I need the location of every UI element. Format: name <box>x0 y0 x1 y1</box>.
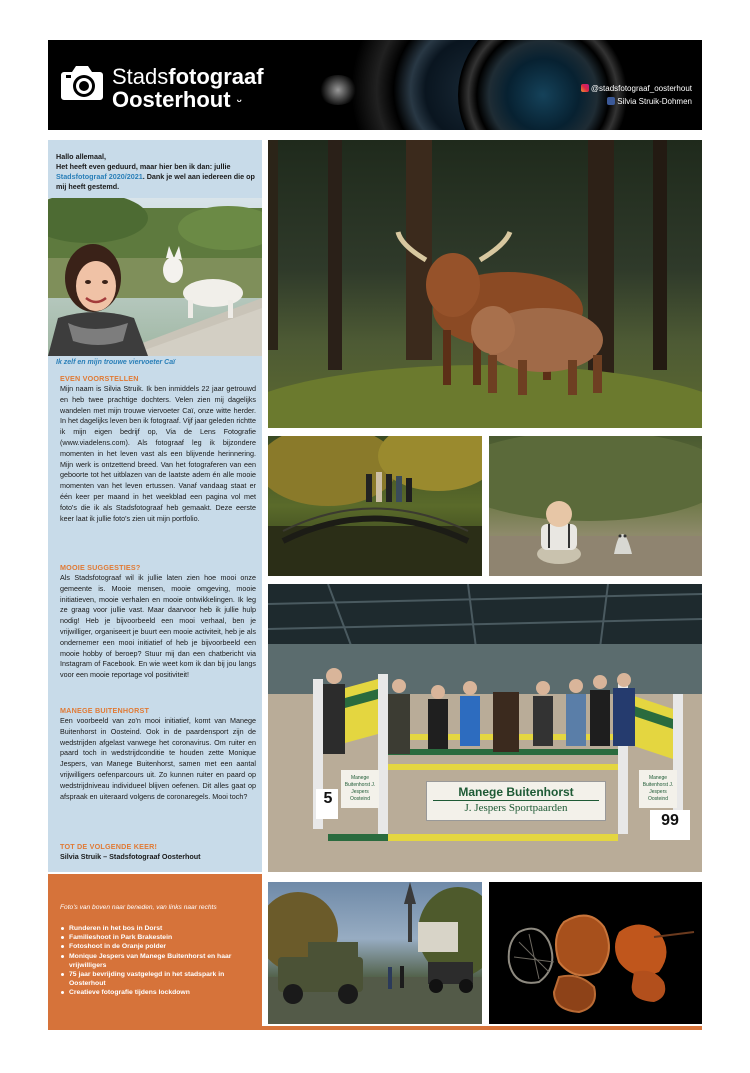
brand-logo-text <box>112 66 264 111</box>
section-title-voorstellen: EVEN VOORSTELLEN <box>60 374 139 383</box>
photo-baby-polder <box>489 436 702 576</box>
instagram-handle: @stadsfotograaf_oosterhout <box>590 84 692 93</box>
photo-credits-panel <box>48 874 262 1026</box>
section-body-manege: Een voorbeeld van zo'n mooi initiatief, komt van Manege Buitenhorst in Oosteind. Ook in de paardensport zijn de wedstrijden afgelast vanwege het coronavirus. Om ruiter en paard toch in wedstrijdconditie te houden zette Monique Jespers, van Manege Buitenhorst, samen met een aantal vrijwilligers oefenparcours uit. Zo kunnen ruiter en paard op wedstrijdniveau individueel blijven oefenen. Dit alles gaat op afspraak en uiteraard volgens de coronaregels. Mooi toch? <box>60 716 256 801</box>
photo-liberation-park <box>268 882 482 1024</box>
section-title-tot-de-volgende-keer: TOT DE VOLGENDE KEER! <box>60 842 158 851</box>
photo-credit-item: Creatieve fotografie tijdens lockdown <box>60 988 256 997</box>
arena-number-left: 5 <box>323 790 333 807</box>
bottom-accent-bar <box>48 1026 702 1030</box>
photo-credit-item: Familieshoot in Park Brakestein <box>60 933 256 942</box>
photo-credit-item: 75 jaar bevrijding vastgelegd in het stadspark in Oosterhout <box>60 970 256 988</box>
lens-flare <box>318 75 358 105</box>
photo-credits-list <box>60 924 256 998</box>
intro-highlight: Stadsfotograaf 2020/2021 <box>56 172 143 181</box>
section-title-suggesties: MOOIE SUGGESTIES? <box>60 563 141 572</box>
social-handles <box>581 82 692 108</box>
portrait-caption: Ik zelf en mijn trouwe viervoeter Caï <box>56 359 176 366</box>
arena-sign-small-left: Manege Buitenhorst J. Jespers Oosteind <box>341 770 379 808</box>
photo-credit-item: Runderen in het bos in Dorst <box>60 924 256 933</box>
intro-greeting: Hallo allemaal, <box>56 152 106 161</box>
signoff: Silvia Struik – Stadsfotograaf Oosterhout <box>60 852 201 861</box>
arena-sign-main <box>426 781 606 821</box>
header-banner <box>48 40 702 130</box>
facebook-icon <box>607 97 615 105</box>
photo-manege-buitenhorst <box>268 584 702 872</box>
article-column <box>48 140 262 872</box>
facebook-row[interactable] <box>581 95 692 108</box>
arena-sign-main-line1: Manege Buitenhorst <box>458 785 574 799</box>
section-body-suggesties: Als Stadsfotograaf wil ik jullie laten zien hoe mooi onze gemeente is. Mooie mensen, mooie omgeving, mooie initiatieven, mooie verhalen en mooie ontwikkelingen. Ik leg ze graag voor jullie vast. Maar daarvoor heb ik jullie hulp nodig! Heb je bijvoorbeeld een mooi verhaal, ben je vrijwilliger, organiseert je buurt een mooie activiteit, heb je als ondernemer een mooi initiatief of heb je bijvoorbeeld een mooie hobby of beroep? Stuur mij dan een chatbericht via Instagram of Facebook. En wie weet kom ik dan bij jou langs voor een mooie reportage vol positiviteit! <box>60 573 256 680</box>
arena-sign-small-right: Manege Buitenhorst J. Jespers Oosteind <box>639 770 677 808</box>
instagram-row[interactable] <box>581 82 692 95</box>
photo-lockdown-creative <box>489 882 702 1024</box>
intro-text-after: . Dank je wel aan iedereen die op mij heeft gestemd. <box>56 172 255 191</box>
facebook-handle: Silvia Struik-Dohmen <box>617 97 692 106</box>
intro-text <box>56 152 256 192</box>
portrait-photo <box>48 198 262 356</box>
photo-credit-item: Fotoshoot in de Oranje polder <box>60 942 256 951</box>
section-title-manege: MANEGE BUITENHORST <box>60 706 150 715</box>
arena-number-right: 99 <box>661 812 679 829</box>
camera-icon <box>60 58 104 110</box>
intro-text-before: Het heeft even geduurd, maar hier ben ik dan: jullie <box>56 162 231 171</box>
photo-credits-title: Foto's van boven naar beneden, van links naar rechts <box>60 904 217 911</box>
arena-sign-main-line2: J. Jespers Sportpaarden <box>433 800 599 815</box>
photo-credit-item: Monique Jespers van Manege Buitenhorst en haar vrijwilligers <box>60 952 256 970</box>
brand-line2: Oosterhout <box>112 87 231 112</box>
brand-line1-normal: Stads <box>112 64 169 89</box>
photo-highland-cattle <box>268 140 702 428</box>
smile-icon: ᵕ <box>236 94 242 108</box>
photo-family-bridge <box>268 436 482 576</box>
brand-line1-bold: fotograaf <box>168 64 264 89</box>
section-body-voorstellen: Mijn naam is Silvia Struik. Ik ben inmiddels 22 jaar getrouwd en heb twee prachtige dochters. Velen zien mij dagelijks wandelen met mijn trouwe viervoeter Caï, onze witte herder. In het dagelijks leven ben ik fotograaf. Vijf jaar geleden richtte ik mijn eigen bedrijf op, Via de Lens Fotografie (www.viadelens.com). Als fotograaf leg ik bijzondere momenten in het leven vast als een blijvende herinnering. Mijn werk is ontzettend breed. Van het fotograferen van een geboorte tot het uitblazen van de laatste adem én alle mooie momenten van het leven ertussen. Vanaf vandaag staat er één keer per maand in het weekblad een pagina vol met foto's die ik als Stadsfotograaf heb gemaakt. Deze eerste keer laat ik jullie foto's zien uit mijn portfolio. <box>60 384 256 523</box>
instagram-icon <box>581 84 589 92</box>
